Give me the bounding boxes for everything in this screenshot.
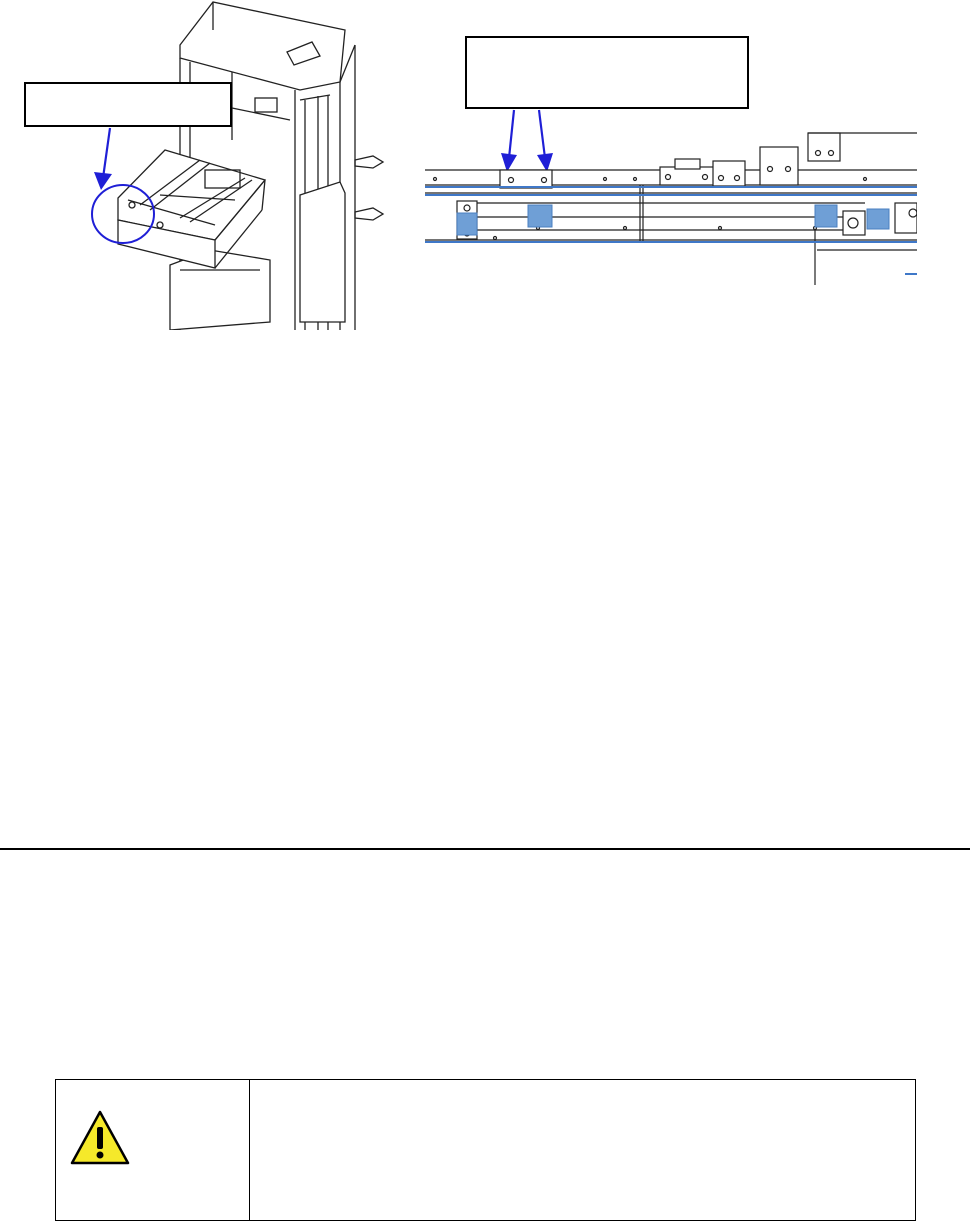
highlight-circle-icon <box>92 185 154 243</box>
blue-block <box>815 205 837 227</box>
blue-block <box>867 209 889 229</box>
blue-block <box>457 213 477 235</box>
blue-block <box>528 205 552 227</box>
left-figure <box>0 0 400 330</box>
right-callout-box <box>465 36 749 109</box>
caution-text <box>250 1080 915 1220</box>
caution-icon-cell <box>56 1080 250 1220</box>
left-callout-pointer <box>85 120 175 250</box>
section-divider <box>0 848 970 850</box>
machine-tower-icon <box>0 0 400 330</box>
caution-box <box>55 1079 916 1221</box>
rail-assembly-icon <box>425 125 917 285</box>
warning-triangle-icon <box>69 1109 131 1167</box>
